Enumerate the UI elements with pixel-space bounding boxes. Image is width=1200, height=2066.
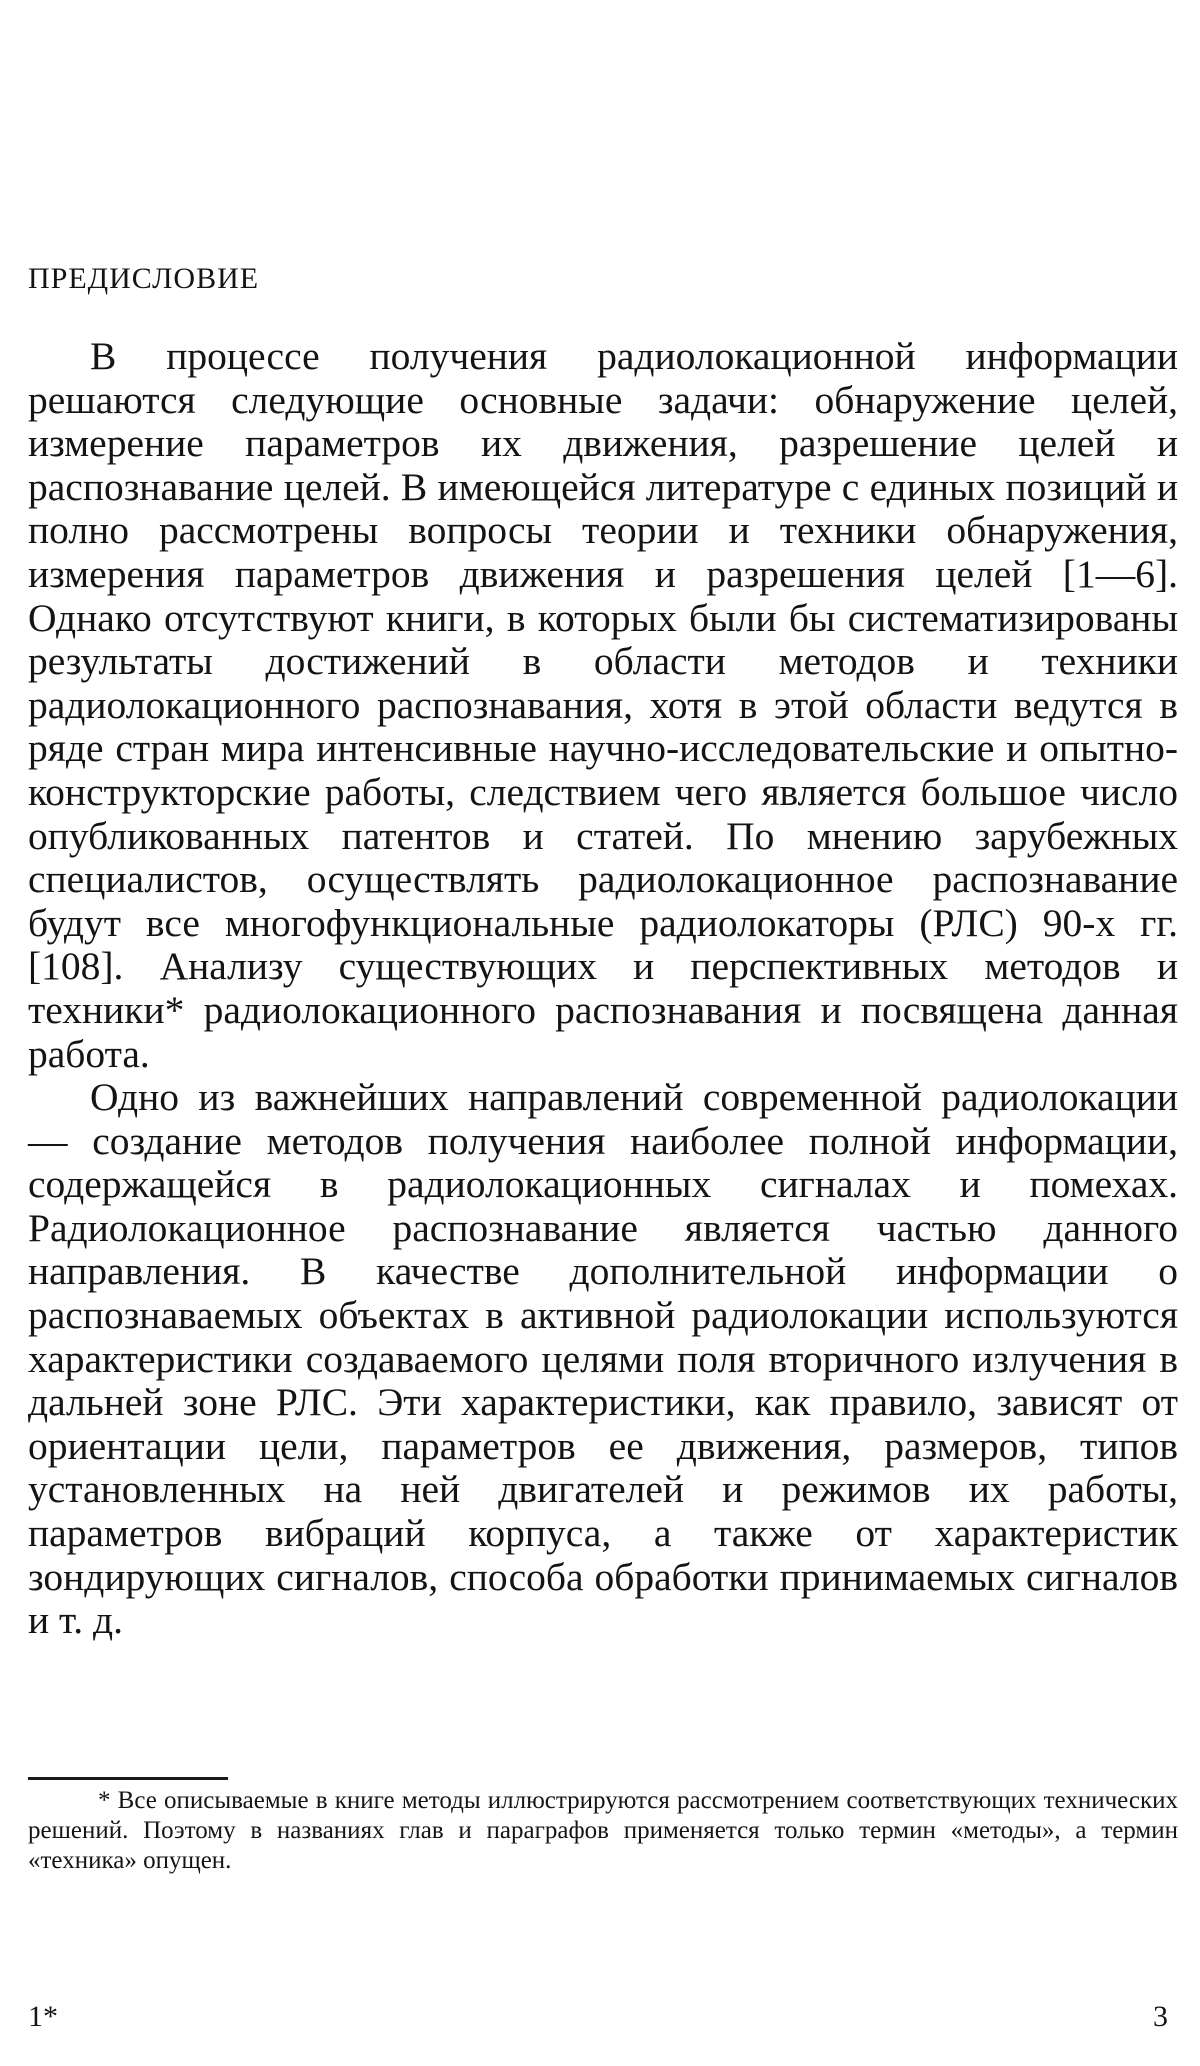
page-title: ПРЕДИСЛОВИЕ [28,262,260,295]
paragraph-1: В процессе получения радиолокационной информации решаются следующие основные задачи: обнаружение целей, измерение параметров их движения, разрешение целей и распознавание целей. В имеющейся литературе с единых позиций и полно рассмотрены вопросы теории и техники обнаружения, измерения параметров движения и разрешения целей [1—6]. Однако отсутствуют книги, в которых были бы систематизированы результаты достижений в области методов и техники радиолокационного распознавания, хотя в этой области ведутся в ряде стран мира интенсивные научно-исследовательские и опытно-конструкторские работы, следствием чего является большое число опубликованных патентов и статей. По мнению зарубежных специалистов, осуществлять радиолокационное распознавание будут все многофункциональные радиолокаторы (РЛС) 90-х гг. [108]. Анализу существующих и перспективных методов и техники* радиолокационного распознавания и посвящена данная работа. [28,334,1178,1076]
footnote-divider [28,1777,228,1780]
footnote: * Все описываемые в книге методы иллюстрируются рассмотрением соответствующих технических решений. Поэтому в названиях глав и параграфов применяется только термин «методы», а термин «техника» опущен. [28,1787,1178,1874]
printer-signature: 1* [28,2000,58,2033]
page-number: 3 [1153,2000,1168,2033]
paragraph-2: Одно из важнейших направлений современной радиолокации — создание методов получения наиболее полной информации, содержащейся в радиолокационных сигналах и помехах. Радиолокационное распознавание является частью данного направления. В качестве дополнительной информации о распознаваемых объектах в активной радиолокации используются характеристики создаваемого целями поля вторичного излучения в дальней зоне РЛС. Эти характеристики, как правило, зависят от ориентации цели, параметров ее движения, размеров, типов установленных на ней двигателей и режимов их работы, параметров вибраций корпуса, а также от характеристик зондирующих сигналов, способа обработки принимаемых сигналов и т. д. [28,1075,1178,1643]
main-text [28,335,1178,1643]
